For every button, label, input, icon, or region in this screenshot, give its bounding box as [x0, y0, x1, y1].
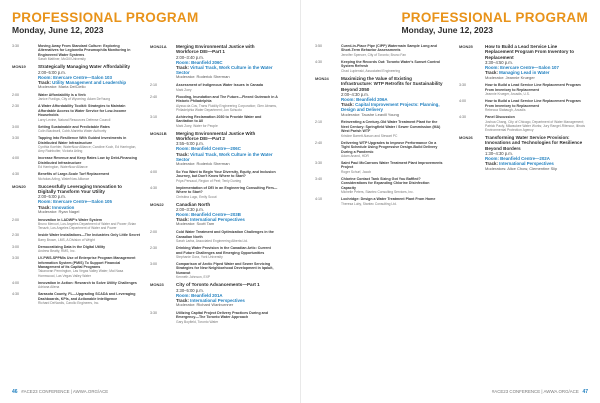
track-label: Track: — [176, 217, 189, 223]
presentation-speaker: Richard DeNardis, Carollo Engineers, Inc. — [38, 300, 100, 305]
presentation-time: 4:00 — [12, 280, 19, 285]
session-time: 3:30–5:00 p.m. — [176, 287, 204, 293]
session-code: MON25 — [459, 44, 473, 49]
session-moderator: Moderator: Scott Tam — [176, 221, 215, 227]
page-date: Monday, June 12, 2023 — [12, 25, 104, 35]
presentation-time: 2:00 — [12, 217, 19, 222]
presentation-time: 4:30 — [315, 59, 322, 64]
session-code: MON23 — [150, 282, 164, 288]
presentation-title: Sarasota County, FL—Upgrading SCADA and Leveraging Dashboards, KPIs, and Actionable Intelligence — [38, 292, 136, 301]
left-column-1 — [12, 44, 140, 308]
presentation-item — [12, 218, 140, 231]
presentation-speaker: Jennifer Spencer, City of Toronto; Bruno Fan — [341, 52, 406, 57]
presentation-speaker: Stephanie Gora, York University — [176, 254, 223, 259]
presentation-title: Flooding, Inundation and The Future—Flexed Outreach in A Historic Philadelphia — [176, 94, 278, 104]
page-number: 47 — [582, 389, 588, 395]
presentation-speaker: Gary Boyfield, Toronto Water — [176, 319, 219, 324]
presentation-time: 3:00 — [12, 244, 19, 249]
presentation-time: 3:50 — [315, 44, 322, 48]
presentation-speaker: Theresa Luby, Stantec Consulting Ltd. — [341, 201, 397, 206]
presentation-time: 3:30 — [459, 83, 466, 88]
presentation-title: Implementation of DEI in an Engineering Consulting Firm—Where to Start? — [176, 185, 278, 195]
presentation-speaker: Larry Levine, Natural Resources Defense Council — [38, 117, 111, 122]
track-value: Capital Improvement Projects: Planning, Design and Delivery — [341, 102, 440, 113]
session-moderator: Moderator: Ryan Nagel — [38, 208, 80, 214]
presentation-time: 4:30 — [12, 292, 19, 297]
session-moderator: Moderators: Alice Chow, Clementine Slip — [485, 165, 558, 171]
presentation-speaker: Andrew Beatty, RMS, Inc. — [38, 249, 76, 254]
presentation-title: Panel Discussion — [485, 115, 515, 120]
track-label: Track: — [176, 151, 189, 157]
session-code: MON20 — [12, 183, 26, 189]
track-label: Track: — [341, 102, 354, 108]
session-title: How to Build a Lead Service Line Replacement Program From Inventory to Replacement — [485, 44, 575, 60]
presentation-speaker: Cynthia Koehler, WaterNow Alliance; Caroline Koch, Ed Harrington, Amy Rainbolter, Victoria Arling — [38, 145, 137, 154]
presentation-title: Cured-in-Place Pipe (CIPP) Watermain Sample Long and Short-Term Behavior Assessments — [341, 44, 437, 53]
presentation-speaker: Roger Schurf, Jacob — [341, 169, 372, 174]
right-column-2 — [459, 44, 587, 174]
track-label: Track: — [485, 70, 498, 76]
presentation-title: Tapping Into Resilience With Guided Investments in Distributed Water Infrastructure — [38, 136, 127, 145]
presentation-item — [315, 120, 443, 137]
presentation-speaker: Bruno Mercuri, Los Angeles Department of Water and Power; Brian Tenazb, Los Angeles Department of Water and Power — [38, 222, 137, 231]
presentation-item — [150, 83, 278, 92]
page-header — [401, 10, 588, 36]
presentation-speaker: Mark Zoey — [176, 87, 192, 92]
page-date: Monday, June 12, 2023 — [401, 25, 493, 35]
session-block — [150, 131, 278, 167]
page-number: 46 — [12, 389, 18, 395]
session-room: Room: Beanfield 206C — [176, 59, 223, 65]
presentation-item — [315, 197, 443, 206]
session-room: Room: Beanfield Centre—203B — [176, 212, 241, 218]
presentation-speaker: Christina Lugo, Emily Scout — [176, 194, 217, 199]
presentation-item — [150, 246, 278, 259]
presentation-item — [12, 245, 140, 254]
presentation-item — [459, 83, 587, 96]
presentation-speaker: Mark Zoey, Water for People — [176, 123, 218, 128]
session-block — [12, 184, 140, 215]
presentation-time: 2:30 — [150, 246, 157, 251]
session-block — [150, 202, 278, 228]
page-title: PROFESSIONAL PROGRAM — [401, 10, 588, 25]
session-code: MON24 — [315, 75, 329, 81]
presentation-title: Assessment of Indigenous Water Issues in Canada — [176, 83, 263, 88]
presentation-title: Drinking Water Provision in the Canadian Artic: Current and Future Challenges and Emerging Opportunities — [176, 246, 271, 255]
presentation-time: 2:40 — [150, 94, 157, 99]
presentation-item — [12, 292, 140, 305]
presentation-item — [12, 281, 140, 290]
right-page — [300, 0, 600, 403]
session-title: Maximizing the Value of Existing Infrastructure: WTP Retrofits for Sustainability Beyond 2050 — [341, 75, 443, 92]
presentation-item — [459, 99, 587, 112]
presentation-time: 2:00 — [12, 92, 19, 97]
session-time: 2:00–3:30 p.m. — [176, 207, 204, 213]
presentation-title: Chlorine Contact Tank Sizing Got You Baffled? Considerations for Expanding Chlorine Disinfection Capacity — [341, 176, 430, 190]
session-room: Room: Beanfield 201A — [176, 292, 223, 298]
presentation-speaker: Sarah Larba, Associated Engineering Alberta Ltd. — [176, 239, 249, 244]
presentation-time: 3:30 — [150, 311, 157, 315]
presentation-title: Keeping the Records Out: Toronto Water's Sunset Control System Refresh — [341, 59, 441, 69]
presentation-speaker: Chad Lupienski, Associated Engineering — [341, 68, 401, 73]
presentation-speaker: Joshua Chang, City of Chicago, Department of Water Management; Patrick Pauly, Milwaukee Water Works; Jury Rangel-Ritenour, Illinois Environmental Protection Agency — [485, 119, 585, 132]
presentation-item — [12, 172, 140, 181]
footer-text: #ACE23 CONFERENCE | AWWA.ORG/ACE — [21, 389, 109, 394]
track-label: Track: — [176, 65, 189, 71]
session-title: Strategically Managing Water Affordability — [38, 64, 131, 70]
session-room: Room: Enercare Centre—Salon 103 — [38, 74, 112, 80]
presentation-title: Increase Revenue and Keep Rates Low by Debt-Financing Distributed Infrastructure — [38, 156, 138, 165]
left-column-2 — [150, 44, 278, 327]
presentation-speaker: Kenneth Johnson, EXP — [176, 275, 211, 280]
session-title: Canadian North — [176, 201, 211, 207]
presentation-speaker: Sarah Mattiner, McGill University — [38, 57, 86, 62]
session-block — [459, 44, 587, 80]
track-label: Track: — [485, 161, 498, 167]
presentation-time: 3:30 — [12, 256, 19, 261]
presentation-time: 4:10 — [315, 197, 322, 202]
presentation-time: 2:00 — [150, 230, 157, 235]
session-room: Room: Beanfield Centre—202A — [485, 156, 550, 162]
page-title: PROFESSIONAL PROGRAM — [12, 10, 199, 25]
presentation-time: 4:30 — [12, 172, 19, 177]
presentation-title: Lochridge: Design a Water Treatment Plant From Home — [341, 197, 436, 202]
presentation-time: 4:30 — [150, 185, 157, 190]
presentation-time: 2:10 — [315, 120, 322, 125]
session-code: MON21A — [150, 44, 167, 49]
session-room: Room: Enercare Centre—Salon 105 — [38, 199, 112, 205]
footer-text: #ACE23 CONFERENCE | AWWA.ORG/ACE — [491, 389, 579, 394]
presentation-item — [150, 186, 278, 199]
presentation-title: Saint Paul McCarrons Water Treatment Plant Improvements Project — [341, 161, 443, 170]
track-value: Virtual Track, Work Culture in the Water Sector — [176, 65, 273, 76]
session-moderator: Moderator: Roderick Sherman — [176, 74, 230, 80]
presentation-item — [12, 104, 140, 121]
track-label: Track: — [38, 204, 51, 210]
track-value: Innovation — [52, 204, 75, 210]
session-time: 2:00–3:40 p.m. — [176, 54, 204, 60]
presentation-title: LV-PWS-SPPMis Use of Enterprise Program Management Information System (PMIS) To Support Financial Management of its Capital Programs — [38, 256, 136, 270]
session-code: MON26 — [459, 134, 473, 140]
presentation-item — [315, 161, 443, 174]
presentation-item — [12, 136, 140, 153]
presentation-speaker: Michelle Peters, Stantec Consulting Services, Inc. — [341, 190, 414, 195]
track-value: International Perspectives — [499, 161, 554, 167]
presentation-item — [150, 115, 278, 128]
presentation-speaker: Adam Anand, HDR — [341, 153, 369, 158]
presentation-item — [12, 125, 140, 134]
session-title: Merging Environmental Justice with Workforce DEI—Part 1 — [176, 44, 255, 55]
presentation-title: Benefits of Large-Scale Turf Replacement — [38, 172, 110, 177]
presentation-title: So You Want to Begin Your Diversity, Equity, and Inclusion Journey, but Don't Know Where to Start? — [176, 169, 276, 179]
presentation-speaker: Jeannie Krueger, Arcadis, U.S. — [485, 92, 530, 97]
presentation-time: 3:30 — [12, 136, 19, 141]
session-block — [150, 44, 278, 80]
presentation-title: How to Build a Lead Service Line Replacement Program From Inventory to Replacement — [485, 99, 581, 108]
session-moderator: Moderator: Jeannie Krueger — [485, 74, 535, 80]
session-block — [315, 76, 443, 118]
session-moderator: Moderator: Richard Wanburnner — [176, 302, 234, 308]
session-time: 3:55–5:00 p.m. — [176, 141, 204, 147]
track-value: International Perspectives — [190, 217, 245, 223]
presentation-item — [315, 177, 443, 194]
presentation-time: 4:00 — [459, 99, 466, 104]
presentation-time: 4:00 — [12, 156, 19, 161]
presentation-speaker: Colin Blackwell, Cobb-Marietta Water Authority — [38, 129, 107, 134]
presentation-time: 3:00 — [150, 262, 157, 267]
session-time: 2:00–5:00 p.m. — [38, 69, 66, 75]
session-title: Transforming Water Service Provision: Innovations and Technologies for Resilience Beyond Borders — [485, 134, 583, 151]
session-block — [12, 64, 140, 90]
presentation-speaker: Ed Harrington, WaterNow Alliance — [38, 165, 88, 170]
session-title: Merging Environmental Justice With Workforce DEI—Part 2 — [176, 130, 256, 142]
presentation-title: Innovation in Action: Research to Solve Utility Challenges — [38, 280, 137, 285]
presentation-item — [150, 95, 278, 112]
presentation-speaker: Kristine Barrett-Nason and Stewart PC — [341, 133, 398, 138]
presentation-title: Comparison of Arctic Piped Water and Sewer Servicing Strategies for New Neighborhood Development in Iqaluit, Nunavut — [176, 262, 274, 275]
presentation-title: Inside Water Installations—The Industries Only Little Secret — [38, 233, 140, 238]
presentation-speaker: Takanoran Pennington, Las Vegas Valley Water; Mai Nasa Homswood, Las Vegas Valley Water — [38, 269, 124, 278]
presentation-item — [12, 256, 140, 277]
track-label: Track: — [176, 298, 189, 303]
session-moderator: Moderator: Roderick Sherman — [176, 161, 230, 167]
presentation-item — [150, 262, 278, 279]
presentation-title: Moving Away From Standard Culture: Exploring Alternatives for Legionella Pneumophila Monitoring in Engineered Water Systems — [38, 44, 131, 57]
presentation-time: 2:30 — [12, 233, 19, 238]
page-footer — [492, 389, 588, 395]
presentation-title: Utilizing Capital Project Delivery Practices During and Emergency—The Toronto Water Approach — [176, 311, 269, 320]
track-value: Virtual Track, Work Culture in the Water Sector — [176, 151, 273, 162]
presentation-time: 2:40 — [315, 140, 322, 145]
presentation-title: Cold Water Treatment and Optimization Challenges in the Canadian North — [176, 230, 274, 239]
presentation-item — [12, 156, 140, 169]
session-moderator: Moderator: Taushe Leavill Young — [341, 111, 399, 117]
presentation-title: Reinventing a Century-Old Water Treatment Plant for the Next Century: Springfield Water / Sewer Commission (MA) West Parish WTF — [341, 120, 441, 134]
presentation-time: 3:40 — [315, 176, 322, 181]
session-time: 3:30–4:50 p.m. — [485, 60, 513, 66]
presentation-time: 3:10 — [150, 114, 157, 119]
presentation-title: Delivering WTP Upgrades to Improve Performance On a Tight Schedule Using Progressive Design-Build Delivery During a Pandemic — [341, 140, 438, 154]
presentation-time: 3:30 — [315, 161, 322, 166]
presentation-speaker: Adriana Allena — [38, 285, 60, 290]
session-time: 2:00–5:00 p.m. — [38, 194, 66, 200]
session-room: Room: Beanfield Centre—206C — [176, 146, 241, 152]
presentation-item — [315, 141, 443, 158]
presentation-title: A Water Affordability Toolkit: Strategies to Maintain Affordable Access to Water Service for Low-Income Households — [38, 104, 127, 118]
presentation-title: Water Affordability is a Verb — [38, 92, 86, 97]
presentation-speaker: Barry Brown, LMS, A Division of Wright — [38, 237, 95, 242]
page-header — [12, 10, 199, 36]
presentation-item — [12, 233, 140, 242]
session-code: MON21B — [150, 130, 167, 136]
presentation-speaker: Priya Persaud, Region of Peel; Tenly Dunleg — [176, 178, 241, 183]
presentation-item — [150, 230, 278, 243]
session-block — [459, 135, 587, 171]
presentation-item — [12, 93, 140, 102]
presentation-item — [459, 115, 587, 132]
session-time: 1:30–4:30 p.m. — [485, 151, 513, 157]
session-code: MON19 — [12, 64, 26, 70]
track-value: Utility Management and Leadership — [52, 79, 127, 85]
presentation-item — [150, 170, 278, 183]
session-block — [150, 282, 278, 308]
presentation-item — [150, 311, 278, 324]
presentation-item — [315, 60, 443, 73]
presentation-speaker: Alyssa da Cos, Trans Fluidity Engineering Corporation; Glen Abrams, Philadelphia Water Department; Jon Schuoto — [176, 103, 277, 112]
presentation-time: 4:30 — [459, 115, 466, 120]
presentation-time: 3:00 — [12, 124, 19, 129]
presentation-speaker: Janice Furdiga, City of Wyoming; Adam DeYoung — [38, 97, 111, 102]
presentation-title: Setting Sustainable and Predictable Rates — [38, 124, 110, 129]
presentation-item — [315, 44, 443, 57]
presentation-speaker: Rebecca Slabaugh, Arcadis — [485, 108, 526, 113]
presentation-title: Achieving Reclamation 2030 to Provide Water and Sanitation to All — [176, 114, 262, 124]
presentation-time: 2:10 — [150, 83, 157, 88]
presentation-title: Innovation in LADWP's Water System — [38, 217, 103, 222]
session-room: Room: Enercare Centre—Salon 107 — [485, 65, 559, 71]
session-title: Successfully Leveraging Innovation to Digitally Transform Your Utility — [38, 183, 122, 195]
page-footer — [12, 389, 108, 395]
track-value: Managing Lead in Water — [499, 70, 550, 76]
session-title: City of Toronto Advancements—Part 1 — [176, 282, 260, 288]
session-room: Room: Beanfield 206A — [341, 97, 388, 103]
presentation-time: 3:30 — [12, 44, 19, 48]
session-time: 2:00–4:30 p.m. — [341, 92, 369, 98]
session-code: MON22 — [150, 201, 164, 207]
presentation-title: How to Build a Lead Service Line Replacement Program From Inventory to Replacement — [485, 83, 581, 92]
presentation-item — [12, 44, 140, 61]
track-label: Track: — [38, 79, 51, 85]
session-moderator: Moderator: Maria DelCiello — [38, 84, 86, 90]
presentation-title: Democratizing Data in the Digital Utility — [38, 244, 106, 249]
presentation-time: 2:30 — [12, 104, 19, 109]
right-column-1 — [315, 44, 443, 209]
presentation-speaker: Nicholas Arling, WaterNow Alliance — [38, 176, 90, 181]
presentation-time: 4:00 — [150, 169, 157, 174]
track-value: International Perspectives — [190, 298, 245, 303]
